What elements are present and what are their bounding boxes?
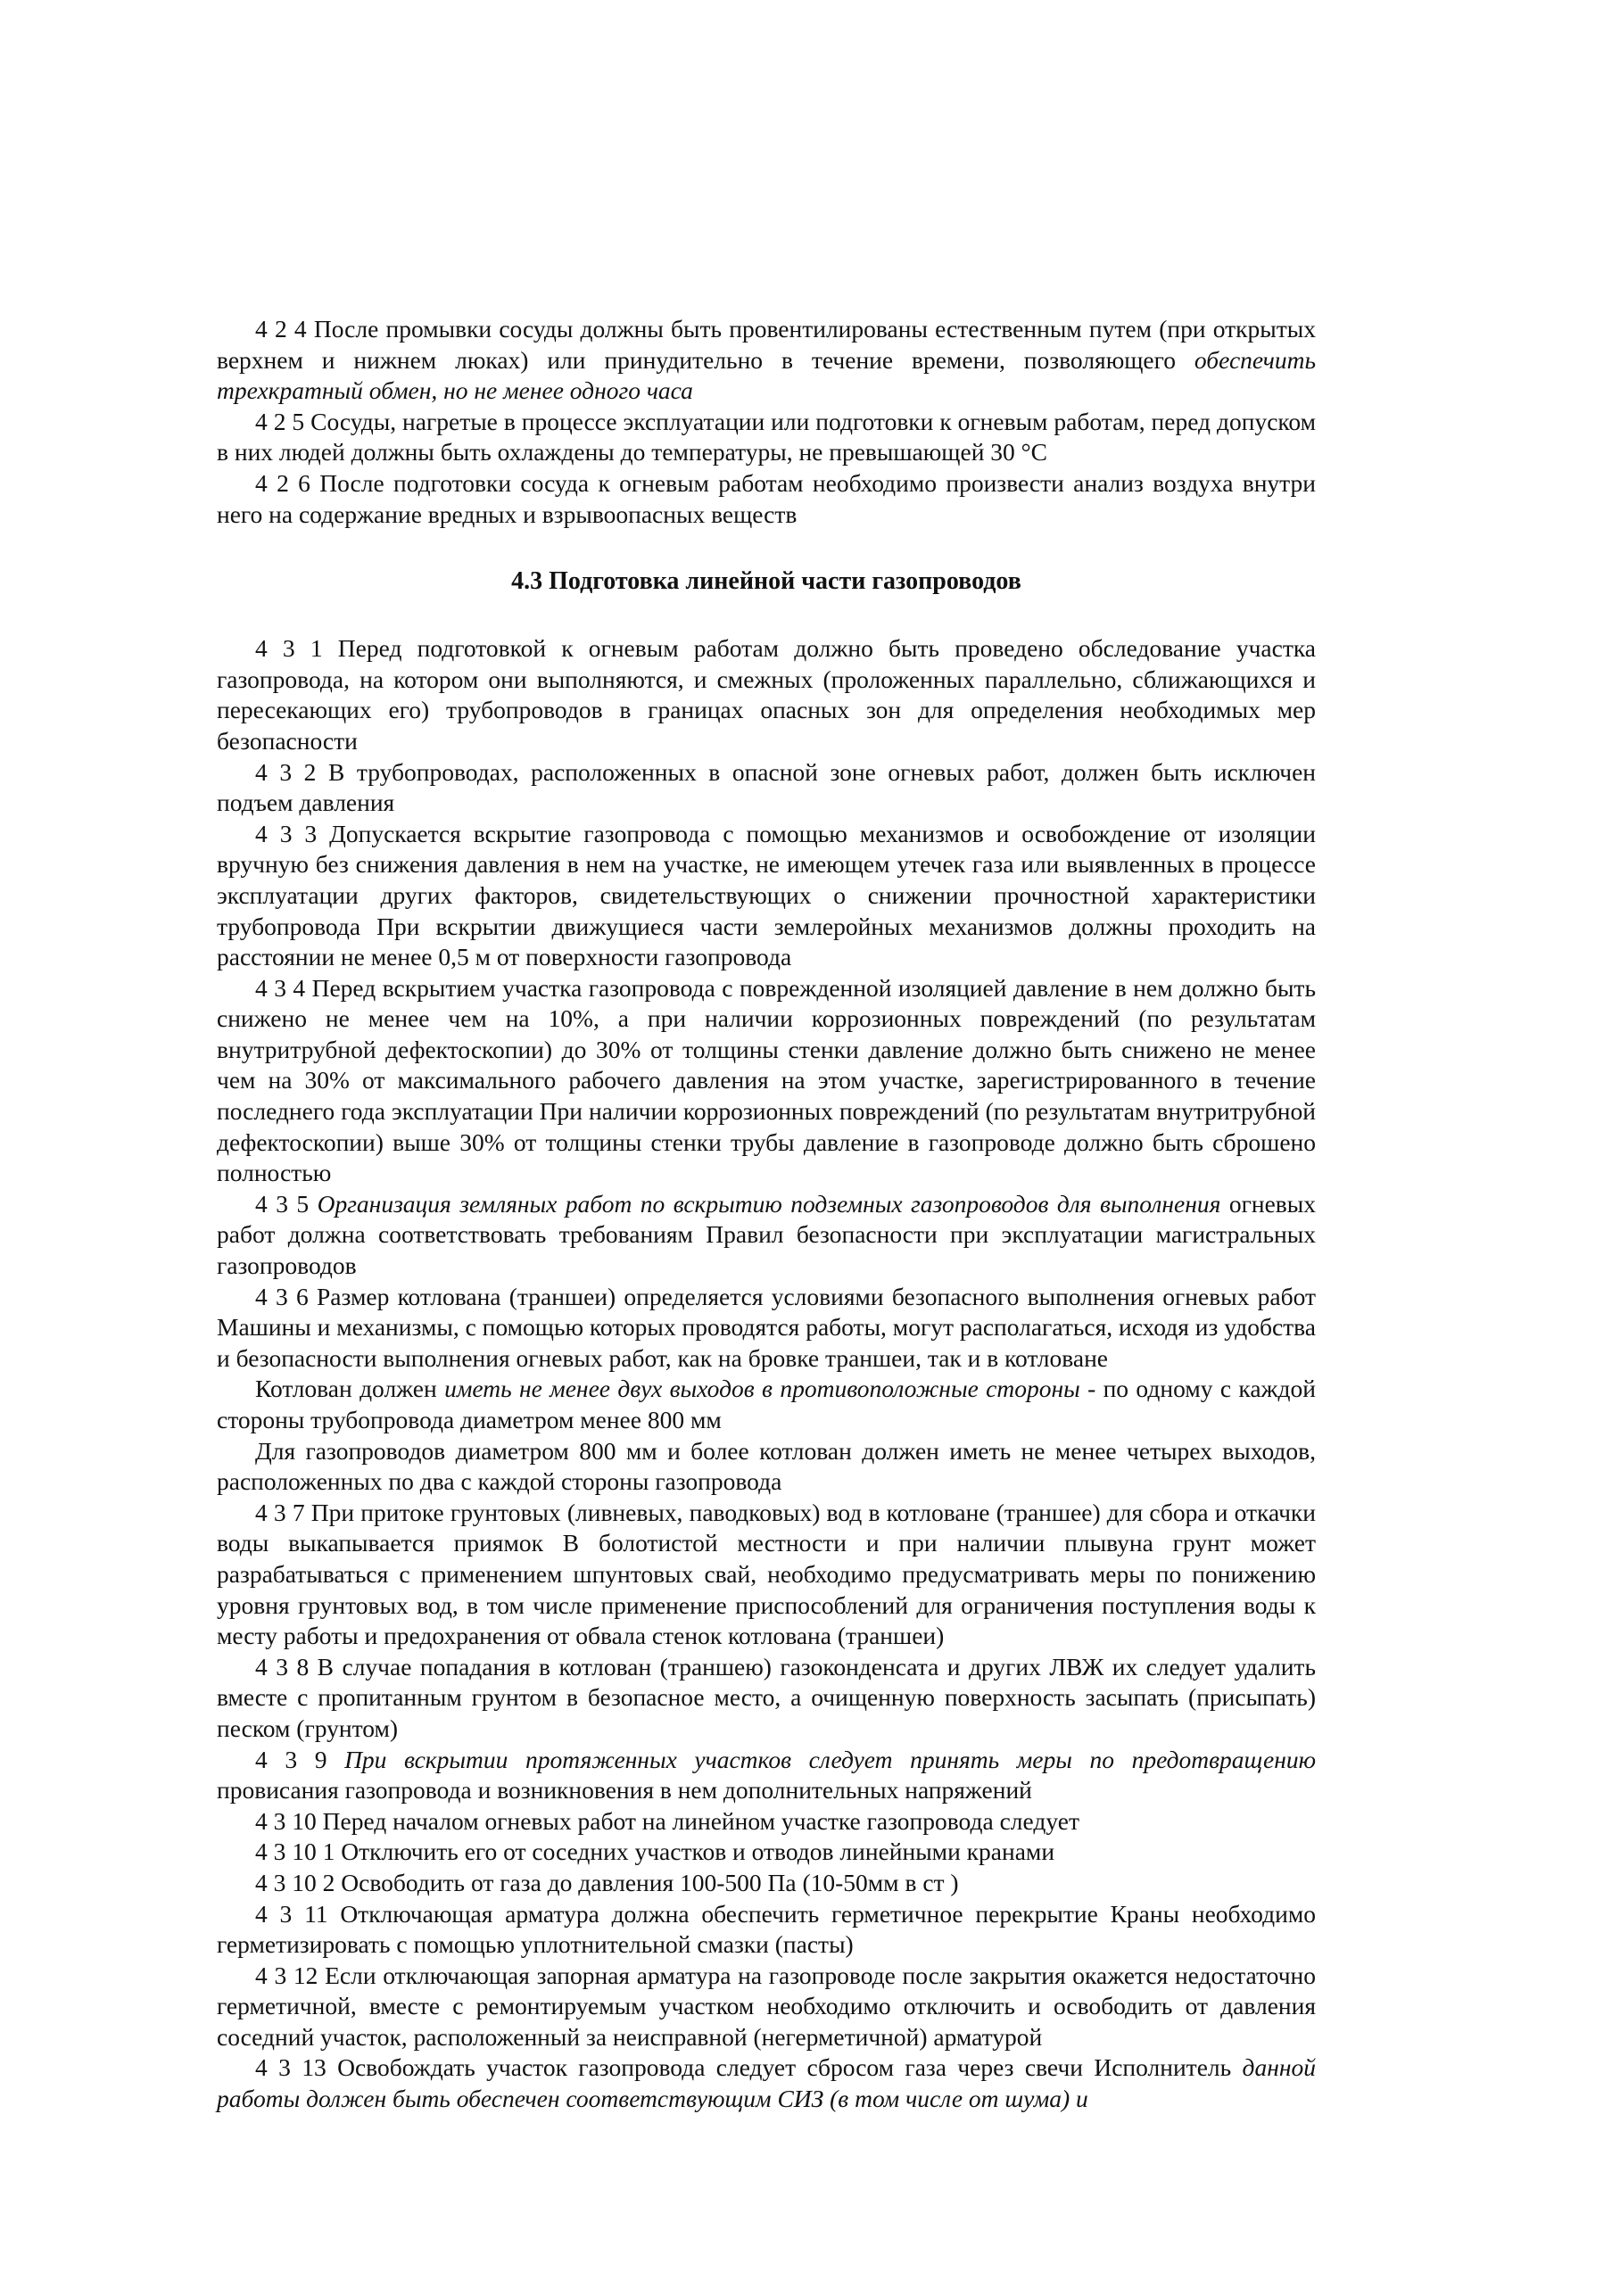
text-run: 4 3 11 Отключающая арматура должна обеспечить герметичное перекрытие Краны необходимо герметизировать с помощью уплотнительной смазки (пасты) (217, 1899, 1316, 1959)
text-run: Котлован должен (255, 1375, 445, 1403)
paragraph-p435 (217, 1189, 1316, 1282)
text-run: огневых работ должна соответствовать требованиям Правил безопасности при эксплуатации магистральных газопроводов (217, 1189, 1316, 1280)
paragraph-p426 (217, 468, 1316, 530)
paragraph-p439 (217, 1745, 1316, 1806)
section-4-3-body (217, 633, 1316, 2115)
text-run: 4 3 3 Допускается вскрытие газопровода с помощью механизмов и освобождение от изоляции вручную без снижения давления в нем на участке, не имеющем утечек газа или выявленных в процессе эксплуатации других факторов, свидетельствующих о снижении прочностной характеристики трубопровода При вскрытии движущиеся части землеройных механизмов должны проходить на расстоянии не менее 0,5 м от поверхности газопровода (217, 819, 1316, 971)
text-run: данной работы должен быть обеспечен соответствующим СИЗ (в том числе от шума) и (217, 2053, 1316, 2113)
page-content (217, 314, 1316, 2115)
paragraph-p425 (217, 407, 1316, 468)
paragraph-p437 (217, 1498, 1316, 1652)
text-run: 4 3 13 Освобождать участок газопровода следует сбросом газа через свечи Исполнитель (255, 2053, 1243, 2082)
paragraph-p436a (217, 1374, 1316, 1435)
text-run: 4 2 4 После промывки сосуды должны быть провентилированы естественным путем (при открытых верхнем и нижнем люках) или принудительно в течение времени, позволяющего (217, 315, 1316, 374)
text-run: 4 2 5 Сосуды, нагретые в процессе эксплуатации или подготовки к огневым работам, перед допуском в них людей должны быть охлаждены до температуры, не превышающей 30 °С (217, 407, 1316, 467)
text-run: 4 3 6 Размер котлована (траншеи) определяется условиями безопасного выполнения огневых работ Машины и механизмы, с помощью которых проводятся работы, могут располагаться, исходя из удобства и безопасности выполнения огневых работ, как на бровке траншеи, так и в котловане (217, 1282, 1316, 1372)
text-run: 4 3 1 Перед подготовкой к огневым работам должно быть проведено обследование участка газопровода, на котором они выполняются, и смежных (проложенных параллельно, сближающихся и пересекающих его) трубопроводов в границах опасных зон для определения необходимых мер безопасности (217, 634, 1316, 755)
text-run: 4 3 4 Перед вскрытием участка газопровода с поврежденной изоляцией давление в нем должно быть снижено не менее чем на 10%, а при наличии коррозионных повреждений (по результатам внутритрубной дефектоскопии) до 30% от толщины стенки давление должно быть снижено не менее чем на 30% от максимального рабочего давления на этом участке, зарегистрированного в течение последнего года эксплуатации При наличии коррозионных повреждений (по результатам внутритрубной дефектоскопии) выше 30% от толщины стенки трубы давление в газопроводе должно быть сброшено полностью (217, 973, 1316, 1187)
text-run: 4 3 10 2 Освободить от газа до давления 100-500 Па (10-50мм в ст ) (255, 1868, 959, 1896)
text-run: При вскрытии протяженных участков следует принять меры по предотвращению (344, 1745, 1316, 1773)
text-run: Организация земляных работ по вскрытию подземных газопроводов для выполнения (317, 1189, 1221, 1218)
paragraph-p431 (217, 633, 1316, 756)
paragraph-p43102 (217, 1868, 1316, 1899)
text-run: провисания газопровода и возникновения в нем дополнительных напряжений (217, 1776, 1032, 1805)
paragraph-p43101 (217, 1837, 1316, 1868)
text-run: Для газопроводов диаметром 800 мм и более котлован должен иметь не менее четырех выходов, расположенных по два с каждой стороны газопровода (217, 1436, 1316, 1496)
text-run: - по одному с каждой стороны трубопровода диаметром менее 800 мм (217, 1375, 1316, 1433)
text-run: 4 3 10 1 Отключить его от соседних участков и отводов линейными кранами (255, 1838, 1055, 1866)
paragraph-p424 (217, 314, 1316, 407)
section-heading: 4.3 Подготовка линейной части газопроводов (511, 567, 1021, 596)
text-run: 4 3 5 (255, 1189, 318, 1218)
text-run: 4 3 9 (255, 1745, 345, 1773)
paragraph-p4313 (217, 2052, 1316, 2114)
text-run: 4 3 2 В трубопроводах, расположенных в опасной зоне огневых работ, должен быть исключен подъем давления (217, 757, 1316, 817)
text-run: обеспечить трехкратный обмен, но не менее одного часа (217, 345, 1316, 405)
paragraph-p438 (217, 1652, 1316, 1745)
paragraph-p4310 (217, 1806, 1316, 1838)
section-4-2-continuation (217, 314, 1316, 530)
paragraph-p436 (217, 1282, 1316, 1375)
paragraph-p4311 (217, 1899, 1316, 1961)
paragraph-p434 (217, 973, 1316, 1189)
text-run: 4 2 6 После подготовки сосуда к огневым работам необходимо произвести анализ воздуха внутри него на содержание вредных и взрывоопасных веществ (217, 468, 1316, 528)
paragraph-p436b (217, 1436, 1316, 1498)
text-run: 4 3 8 В случае попадания в котлован (траншею) газоконденсата и других ЛВЖ их следует удалить вместе с пропитанным грунтом в безопасное место, а очищенную поверхность засыпать (присыпать) песком (грунтом) (217, 1652, 1316, 1742)
paragraph-p433 (217, 819, 1316, 973)
paragraph-p432 (217, 757, 1316, 819)
text-run: 4 3 10 Перед началом огневых работ на линейном участке газопровода следует (255, 1806, 1079, 1835)
text-run: 4 3 7 При притоке грунтовых (ливневых, паводковых) вод в котловане (траншее) для сбора и откачки воды выкапывается приямок В болотистой местности и при наличии плывуна грунт может разрабатываться с применением шпунтовых свай, необходимо предусматривать меры по понижению уровня грунтовых вод, в том числе применение приспособлений для ограничения поступления воды к месту работы и предохранения от обвала стенок котлована (траншеи) (217, 1498, 1316, 1650)
paragraph-p4312 (217, 1961, 1316, 2053)
text-run: 4 3 12 Если отключающая запорная арматура на газопроводе после закрытия окажется недостаточно герметичной, вместе с ремонтируемым участком необходимо отключить и освободить от давления соседний участок, расположенный за неисправной (негерметичной) арматурой (217, 1961, 1316, 2051)
text-run: иметь не менее двух выходов в противоположные стороны (444, 1375, 1080, 1403)
